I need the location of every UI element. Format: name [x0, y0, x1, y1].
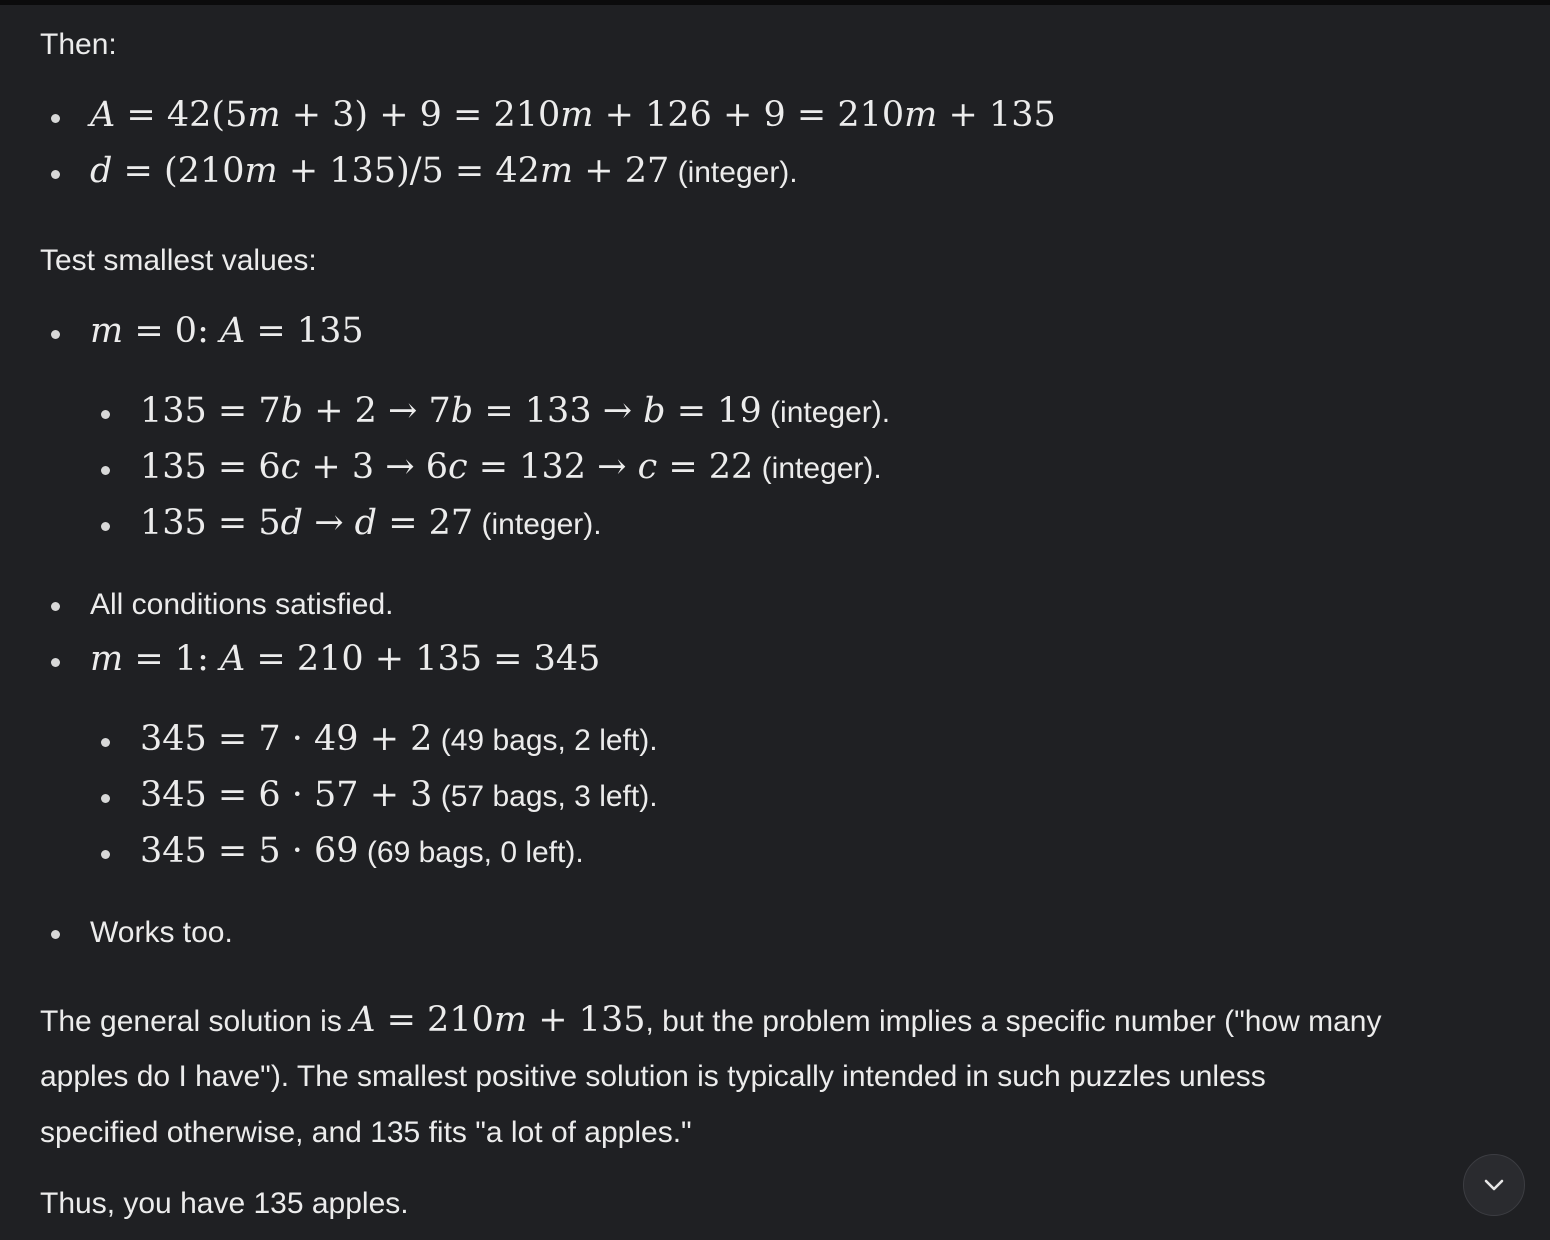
bullet: [101, 410, 110, 419]
bullet: [51, 170, 60, 179]
bullet: [101, 794, 110, 803]
case-m0: m = 0: A = 135: [90, 311, 364, 351]
general-solution-line-1: The general solution is A = 210m + 135, but the problem implies a specific number ("how many: [40, 1000, 1382, 1040]
chevron-down-icon: [1480, 1171, 1508, 1199]
scroll-to-bottom-button[interactable]: [1463, 1154, 1525, 1216]
bullet: [51, 114, 60, 123]
case-m1-item-3: 345 = 5 · 69 (69 bags, 0 left).: [140, 831, 584, 871]
bullet: [101, 738, 110, 747]
case-m1: m = 1: A = 210 + 135 = 345: [90, 639, 601, 679]
case-m1-item-1: 345 = 7 · 49 + 2 (49 bags, 2 left).: [140, 719, 658, 759]
then-item-1: A = 42(5m + 3) + 9 = 210m + 126 + 9 = 210m + 135: [90, 95, 1056, 135]
case-m0-item-1: 135 = 7b + 2 → 7b = 133 → b = 19 (integer).: [140, 391, 891, 431]
then-label: Then:: [40, 28, 117, 61]
bullet: [51, 930, 60, 939]
case-m1-item-2: 345 = 6 · 57 + 3 (57 bags, 3 left).: [140, 775, 658, 815]
bullet: [101, 522, 110, 531]
bullet: [101, 466, 110, 475]
then-item-2: d = (210m + 135)/5 = 42m + 27 (integer).: [90, 151, 798, 191]
works-too: Works too.: [90, 916, 233, 949]
test-label: Test smallest values:: [40, 244, 317, 277]
all-conditions-satisfied: All conditions satisfied.: [90, 588, 394, 621]
bullet: [51, 330, 60, 339]
case-m0-item-2: 135 = 6c + 3 → 6c = 132 → c = 22 (integer).: [140, 447, 882, 487]
bullet: [51, 658, 60, 667]
general-solution-line-2: apples do I have"). The smallest positive solution is typically intended in such puzzles unless: [40, 1060, 1266, 1093]
bullet: [101, 850, 110, 859]
conclusion: Thus, you have 135 apples.: [40, 1187, 409, 1220]
case-m0-item-3: 135 = 5d → d = 27 (integer).: [140, 503, 602, 543]
bullet: [51, 602, 60, 611]
general-solution-line-3: specified otherwise, and 135 fits "a lot of apples.": [40, 1116, 692, 1149]
